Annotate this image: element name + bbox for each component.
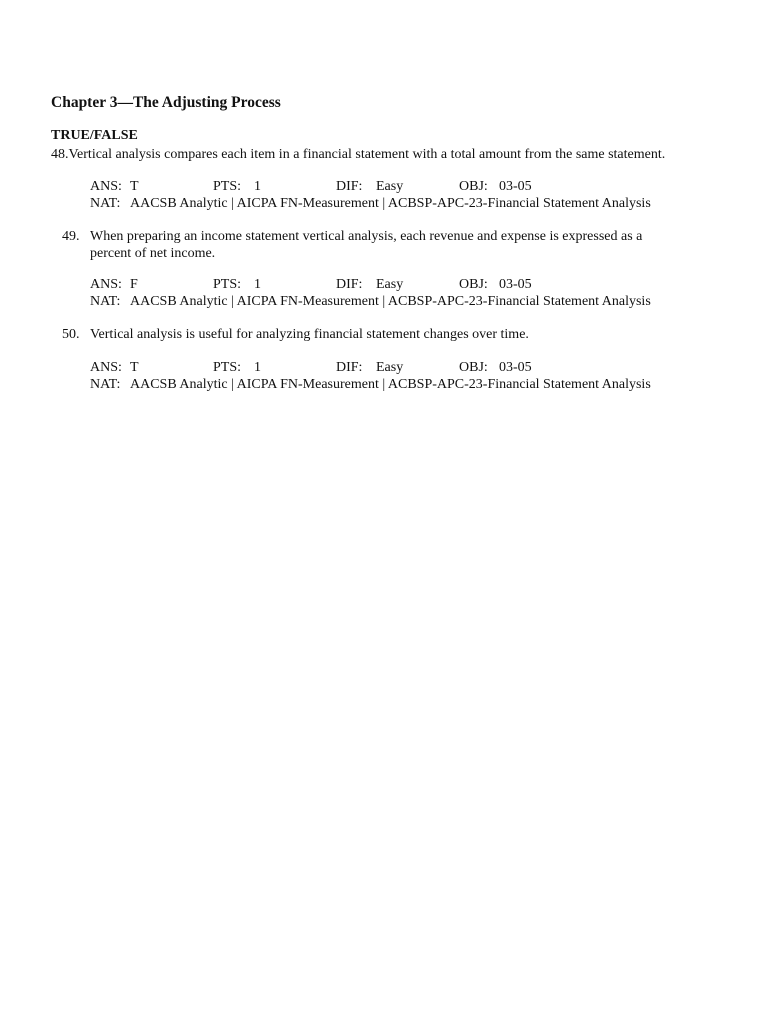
question-text-line: Vertical analysis compares each item in a financial statement with a total amount from the same statement. <box>68 147 666 162</box>
section-heading: TRUE/FALSE <box>51 128 138 143</box>
nat-value: AACSB Analytic | AICPA FN-Measurement | ACBSP-APC-23-Financial Statement Analysis <box>130 377 651 392</box>
obj-label: OBJ: <box>459 277 488 292</box>
question-number: 48. <box>51 147 69 162</box>
obj-value: 03-05 <box>499 360 532 375</box>
dif-value: Easy <box>376 179 404 194</box>
obj-label: OBJ: <box>459 179 488 194</box>
nat-row <box>90 195 651 212</box>
pts-value: 1 <box>254 277 261 292</box>
ans-value: F <box>130 277 138 292</box>
ans-value: T <box>130 179 139 194</box>
answer-meta-row <box>90 276 710 293</box>
answer-meta-row <box>90 178 710 195</box>
question-text-line: percent of net income. <box>90 246 216 261</box>
nat-label: NAT: <box>90 294 121 309</box>
dif-value: Easy <box>376 360 404 375</box>
pts-value: 1 <box>254 360 261 375</box>
answer-meta-row <box>90 359 710 376</box>
nat-label: NAT: <box>90 377 121 392</box>
dif-label: DIF: <box>336 360 363 375</box>
question-text-line: Vertical analysis is useful for analyzing financial statement changes over time. <box>90 327 529 342</box>
pts-label: PTS: <box>213 179 242 194</box>
pts-label: PTS: <box>213 360 242 375</box>
dif-value: Easy <box>376 277 404 292</box>
obj-value: 03-05 <box>499 277 532 292</box>
dif-label: DIF: <box>336 277 363 292</box>
obj-label: OBJ: <box>459 360 488 375</box>
ans-label: ANS: <box>90 360 122 375</box>
nat-label: NAT: <box>90 196 121 211</box>
pts-label: PTS: <box>213 277 242 292</box>
question-number: 50. <box>62 327 80 342</box>
question-text-line: When preparing an income statement vertical analysis, each revenue and expense is expressed as a <box>90 229 643 244</box>
chapter-title: Chapter 3—The Adjusting Process <box>51 94 281 111</box>
nat-row <box>90 376 651 393</box>
dif-label: DIF: <box>336 179 363 194</box>
ans-label: ANS: <box>90 179 122 194</box>
nat-value: AACSB Analytic | AICPA FN-Measurement | ACBSP-APC-23-Financial Statement Analysis <box>130 196 651 211</box>
nat-value: AACSB Analytic | AICPA FN-Measurement | ACBSP-APC-23-Financial Statement Analysis <box>130 294 651 309</box>
nat-row <box>90 293 651 310</box>
question-number: 49. <box>62 229 80 244</box>
ans-label: ANS: <box>90 277 122 292</box>
pts-value: 1 <box>254 179 261 194</box>
ans-value: T <box>130 360 139 375</box>
obj-value: 03-05 <box>499 179 532 194</box>
